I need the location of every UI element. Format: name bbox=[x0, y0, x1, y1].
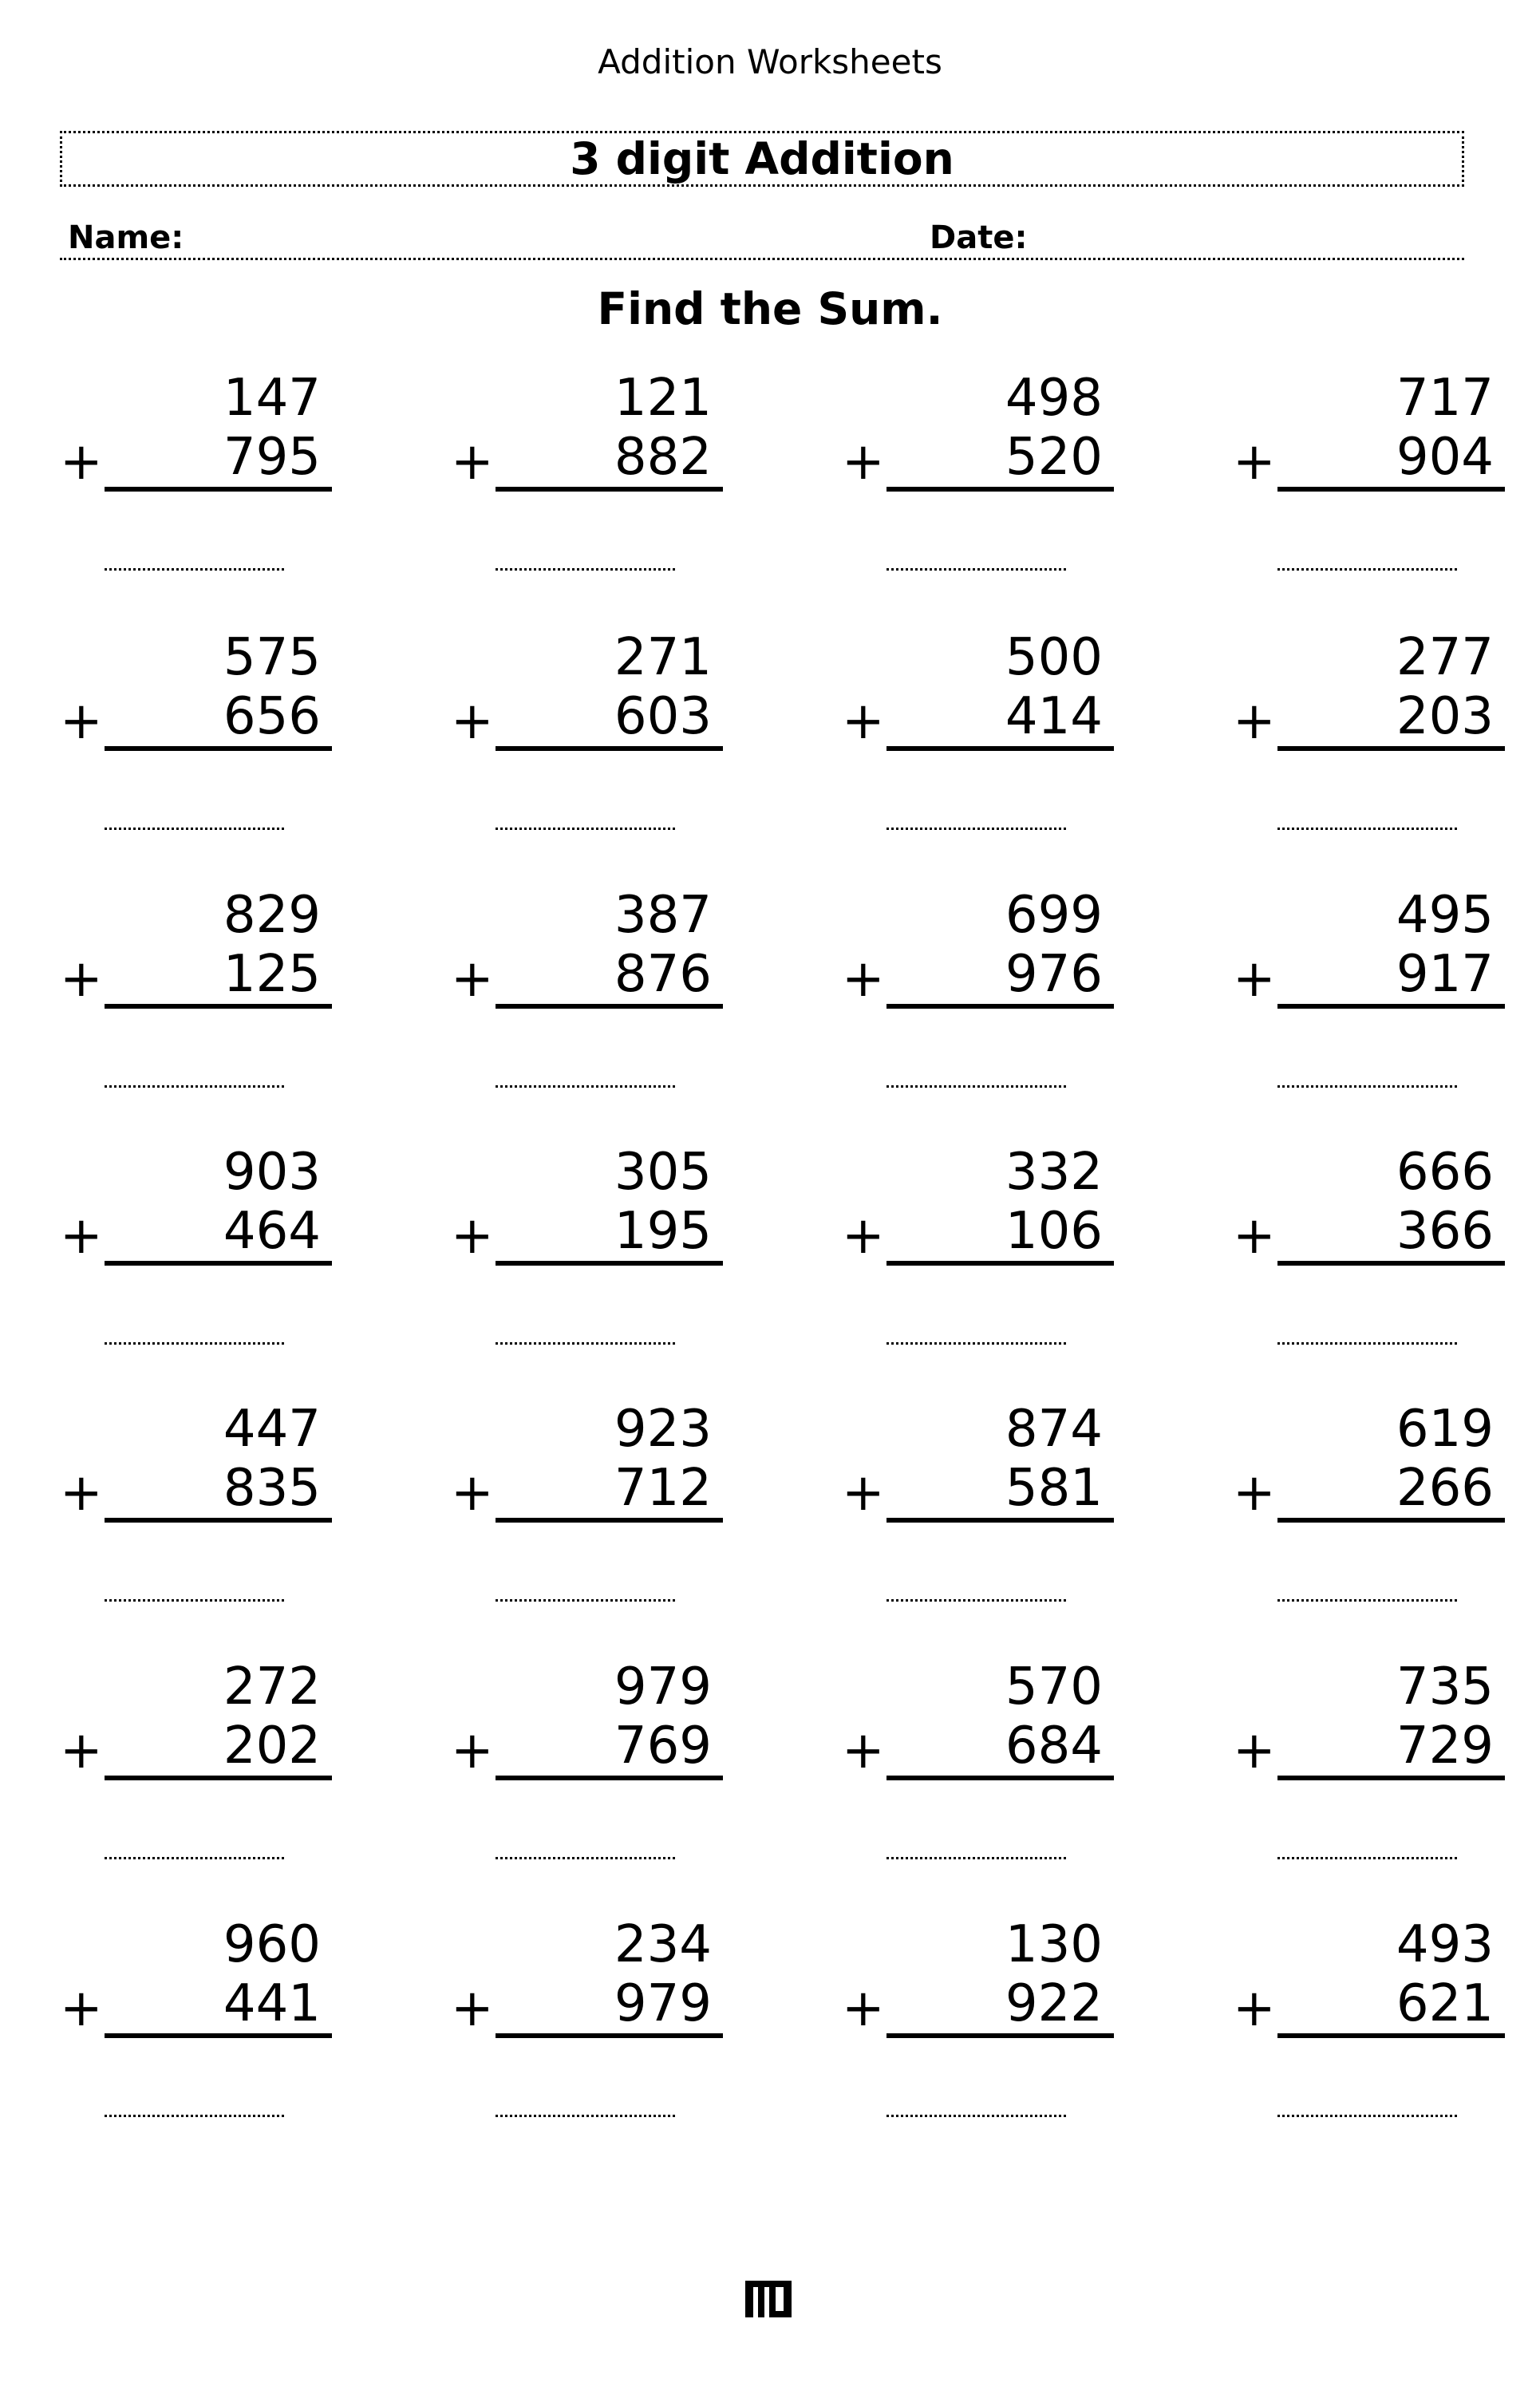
addition-problem bbox=[60, 1143, 321, 1398]
bottom-addend: 917 bbox=[1277, 945, 1505, 1009]
addition-problem bbox=[451, 1657, 712, 1913]
answer-line[interactable] bbox=[496, 1599, 675, 1602]
date-label: Date: bbox=[930, 219, 1028, 256]
answer-line[interactable] bbox=[105, 1599, 284, 1602]
addition-problem bbox=[451, 628, 712, 883]
bottom-addend: 621 bbox=[1277, 1974, 1505, 2038]
top-addend: 903 bbox=[223, 1143, 321, 1202]
answer-line[interactable] bbox=[886, 1857, 1066, 1859]
bottom-addend: 795 bbox=[105, 428, 332, 492]
top-addend: 666 bbox=[1396, 1143, 1494, 1202]
top-addend: 272 bbox=[223, 1657, 321, 1716]
addition-problem bbox=[1233, 1657, 1494, 1913]
plus-sign: + bbox=[1233, 433, 1276, 492]
bottom-addend: 684 bbox=[886, 1716, 1114, 1780]
answer-line[interactable] bbox=[886, 1599, 1066, 1602]
answer-line[interactable] bbox=[886, 568, 1066, 571]
bottom-addend: 769 bbox=[496, 1716, 723, 1780]
answer-line[interactable] bbox=[886, 828, 1066, 830]
answer-line[interactable] bbox=[496, 828, 675, 830]
bottom-addend: 979 bbox=[496, 1974, 723, 2038]
top-addend: 332 bbox=[1005, 1143, 1103, 1202]
bottom-addend: 195 bbox=[496, 1202, 723, 1266]
top-addend: 147 bbox=[223, 369, 321, 428]
addition-problem bbox=[1233, 1400, 1494, 1655]
top-addend: 570 bbox=[1005, 1657, 1103, 1716]
addition-problem bbox=[60, 1657, 321, 1913]
bottom-addend: 581 bbox=[886, 1459, 1114, 1523]
plus-sign: + bbox=[451, 950, 494, 1009]
bottom-addend: 266 bbox=[1277, 1459, 1505, 1523]
addition-problem bbox=[1233, 628, 1494, 883]
bottom-addend: 203 bbox=[1277, 687, 1505, 751]
answer-line[interactable] bbox=[496, 2115, 675, 2117]
answer-line[interactable] bbox=[496, 568, 675, 571]
answer-line[interactable] bbox=[105, 568, 284, 571]
addition-problem bbox=[60, 369, 321, 624]
addition-problem bbox=[60, 886, 321, 1141]
plus-sign: + bbox=[842, 433, 885, 492]
bottom-addend: 441 bbox=[105, 1974, 332, 2038]
answer-line[interactable] bbox=[886, 2115, 1066, 2117]
top-addend: 130 bbox=[1005, 1915, 1103, 1974]
bottom-addend: 125 bbox=[105, 945, 332, 1009]
name-label: Name: bbox=[68, 219, 184, 256]
top-addend: 305 bbox=[614, 1143, 712, 1202]
addition-problem bbox=[451, 1400, 712, 1655]
top-addend: 234 bbox=[614, 1915, 712, 1974]
addition-problem bbox=[60, 1915, 321, 2171]
plus-sign: + bbox=[451, 692, 494, 751]
plus-sign: + bbox=[451, 1464, 494, 1523]
answer-line[interactable] bbox=[496, 1342, 675, 1345]
plus-sign: + bbox=[451, 1979, 494, 2038]
addition-problem bbox=[1233, 1915, 1494, 2171]
addition-problem bbox=[1233, 1143, 1494, 1398]
plus-sign: + bbox=[842, 1464, 885, 1523]
top-addend: 495 bbox=[1396, 886, 1494, 945]
addition-problem bbox=[60, 1400, 321, 1655]
addition-problem bbox=[451, 369, 712, 624]
plus-sign: + bbox=[60, 433, 103, 492]
top-addend: 923 bbox=[614, 1400, 712, 1459]
top-addend: 717 bbox=[1396, 369, 1494, 428]
bottom-addend: 835 bbox=[105, 1459, 332, 1523]
plus-sign: + bbox=[842, 1207, 885, 1266]
plus-sign: + bbox=[451, 1721, 494, 1780]
top-addend: 447 bbox=[223, 1400, 321, 1459]
mathworksheets-logo-icon bbox=[745, 2281, 792, 2317]
answer-line[interactable] bbox=[105, 1342, 284, 1345]
plus-sign: + bbox=[60, 1464, 103, 1523]
addition-problem bbox=[60, 628, 321, 883]
bottom-addend: 520 bbox=[886, 428, 1114, 492]
bottom-addend: 106 bbox=[886, 1202, 1114, 1266]
addition-problem bbox=[842, 1657, 1103, 1913]
answer-line[interactable] bbox=[496, 1085, 675, 1088]
answer-line[interactable] bbox=[886, 1085, 1066, 1088]
addition-problem bbox=[451, 1915, 712, 2171]
answer-line[interactable] bbox=[105, 1857, 284, 1859]
bottom-addend: 922 bbox=[886, 1974, 1114, 2038]
addition-problem bbox=[842, 1400, 1103, 1655]
answer-line[interactable] bbox=[105, 1085, 284, 1088]
top-addend: 500 bbox=[1005, 628, 1103, 687]
answer-line[interactable] bbox=[105, 2115, 284, 2117]
plus-sign: + bbox=[1233, 1207, 1276, 1266]
top-addend: 960 bbox=[223, 1915, 321, 1974]
plus-sign: + bbox=[842, 1721, 885, 1780]
answer-line[interactable] bbox=[1277, 1342, 1457, 1345]
plus-sign: + bbox=[842, 692, 885, 751]
plus-sign: + bbox=[1233, 692, 1276, 751]
answer-line[interactable] bbox=[886, 1342, 1066, 1345]
answer-line[interactable] bbox=[1277, 1857, 1457, 1859]
addition-problem bbox=[451, 1143, 712, 1398]
answer-line[interactable] bbox=[1277, 568, 1457, 571]
answer-line[interactable] bbox=[1277, 2115, 1457, 2117]
plus-sign: + bbox=[60, 692, 103, 751]
addition-problem bbox=[1233, 369, 1494, 624]
answer-line[interactable] bbox=[1277, 1085, 1457, 1088]
bottom-addend: 882 bbox=[496, 428, 723, 492]
plus-sign: + bbox=[60, 1979, 103, 2038]
addition-problem bbox=[842, 1143, 1103, 1398]
bottom-addend: 976 bbox=[886, 945, 1114, 1009]
answer-line[interactable] bbox=[1277, 828, 1457, 830]
plus-sign: + bbox=[1233, 1721, 1276, 1780]
top-addend: 493 bbox=[1396, 1915, 1494, 1974]
plus-sign: + bbox=[451, 1207, 494, 1266]
plus-sign: + bbox=[842, 1979, 885, 2038]
top-addend: 498 bbox=[1005, 369, 1103, 428]
plus-sign: + bbox=[1233, 950, 1276, 1009]
top-addend: 735 bbox=[1396, 1657, 1494, 1716]
top-addend: 121 bbox=[614, 369, 712, 428]
top-addend: 277 bbox=[1396, 628, 1494, 687]
top-addend: 874 bbox=[1005, 1400, 1103, 1459]
site-title: Addition Worksheets bbox=[598, 42, 942, 81]
addition-problem bbox=[1233, 886, 1494, 1141]
plus-sign: + bbox=[1233, 1979, 1276, 2038]
bottom-addend: 202 bbox=[105, 1716, 332, 1780]
addition-problem bbox=[842, 369, 1103, 624]
plus-sign: + bbox=[451, 433, 494, 492]
bottom-addend: 712 bbox=[496, 1459, 723, 1523]
plus-sign: + bbox=[842, 950, 885, 1009]
bottom-addend: 366 bbox=[1277, 1202, 1505, 1266]
plus-sign: + bbox=[60, 1721, 103, 1780]
worksheet-title: 3 digit Addition bbox=[60, 131, 1464, 187]
top-addend: 271 bbox=[614, 628, 712, 687]
answer-line[interactable] bbox=[105, 828, 284, 830]
answer-line[interactable] bbox=[496, 1857, 675, 1859]
addition-problem bbox=[451, 886, 712, 1141]
bottom-addend: 414 bbox=[886, 687, 1114, 751]
top-addend: 575 bbox=[223, 628, 321, 687]
top-addend: 829 bbox=[223, 886, 321, 945]
plus-sign: + bbox=[60, 1207, 103, 1266]
bottom-addend: 464 bbox=[105, 1202, 332, 1266]
top-addend: 699 bbox=[1005, 886, 1103, 945]
instruction: Find the Sum. bbox=[597, 283, 943, 334]
top-addend: 619 bbox=[1396, 1400, 1494, 1459]
addition-problem bbox=[842, 1915, 1103, 2171]
top-addend: 387 bbox=[614, 886, 712, 945]
top-addend: 979 bbox=[614, 1657, 712, 1716]
addition-problem bbox=[842, 628, 1103, 883]
bottom-addend: 603 bbox=[496, 687, 723, 751]
plus-sign: + bbox=[1233, 1464, 1276, 1523]
plus-sign: + bbox=[60, 950, 103, 1009]
bottom-addend: 729 bbox=[1277, 1716, 1505, 1780]
bottom-addend: 876 bbox=[496, 945, 723, 1009]
answer-line[interactable] bbox=[1277, 1599, 1457, 1602]
addition-problem bbox=[842, 886, 1103, 1141]
bottom-addend: 904 bbox=[1277, 428, 1505, 492]
bottom-addend: 656 bbox=[105, 687, 332, 751]
